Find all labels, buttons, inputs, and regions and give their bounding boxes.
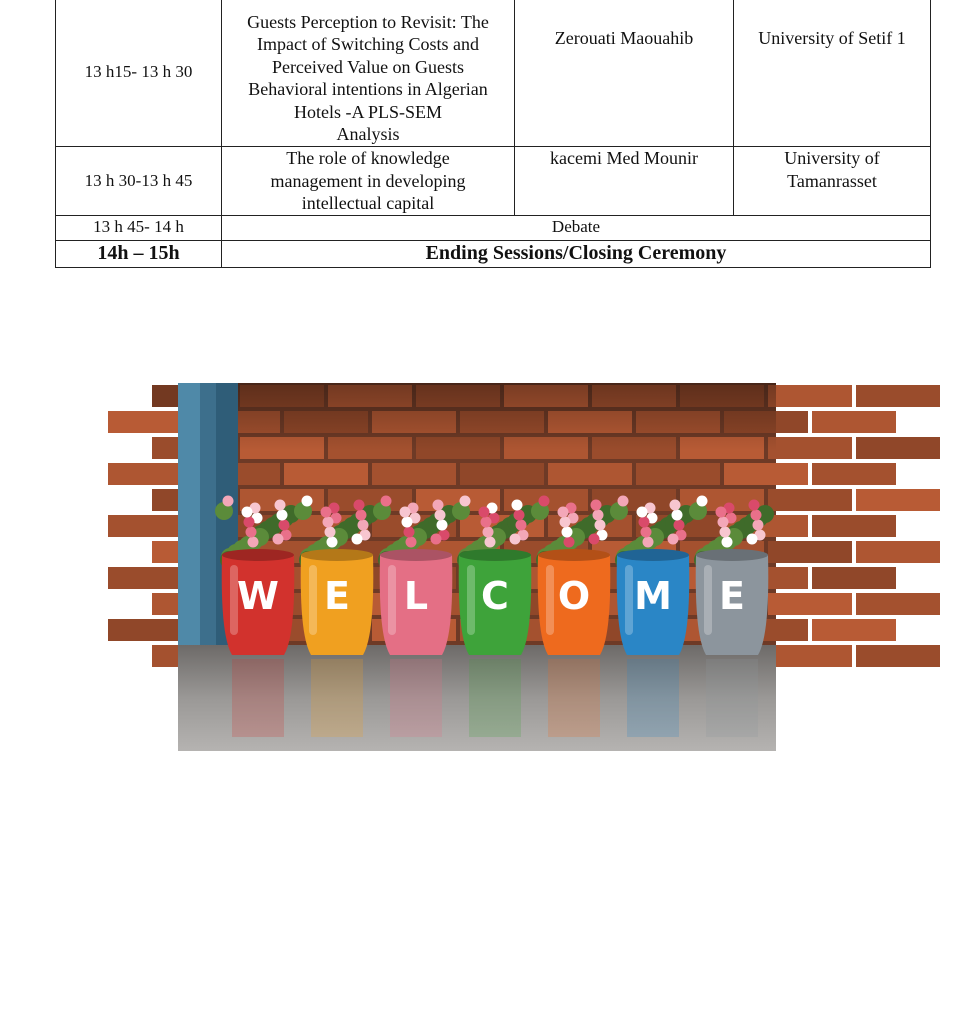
flower	[639, 517, 650, 528]
flower	[516, 520, 527, 531]
flower	[595, 520, 606, 531]
session-time: 14h – 15h	[56, 240, 222, 267]
author-name: kacemi Med Mounir	[515, 147, 734, 216]
paper-title-line: management in developing	[270, 170, 466, 191]
welcome-letter: L	[403, 574, 429, 618]
welcome-letter: W	[237, 574, 279, 618]
flower	[358, 520, 369, 531]
closing-ceremony: Ending Sessions/Closing Ceremony	[222, 240, 931, 267]
flower	[325, 527, 336, 538]
flower	[327, 537, 338, 548]
flower	[277, 510, 288, 521]
flower	[356, 510, 367, 521]
flower	[539, 496, 550, 507]
university-line: University of	[784, 148, 880, 168]
flower	[670, 500, 681, 511]
pot-rim	[301, 549, 373, 561]
flower	[485, 537, 496, 548]
flower	[483, 527, 494, 538]
welcome-letter: E	[324, 574, 350, 618]
flower	[479, 507, 490, 518]
session-time: 13 h 30-13 h 45	[56, 147, 222, 216]
flower	[618, 496, 629, 507]
flower	[643, 537, 654, 548]
pot-rim	[538, 549, 610, 561]
flower	[323, 517, 334, 528]
flower	[279, 520, 290, 531]
university-name	[734, 147, 931, 216]
program-table	[55, 0, 931, 268]
flower	[354, 500, 365, 511]
table-row	[56, 147, 931, 216]
flower	[637, 507, 648, 518]
flower	[674, 520, 685, 531]
flower	[400, 507, 411, 518]
flower	[564, 537, 575, 548]
flower	[242, 507, 253, 518]
flower	[481, 517, 492, 528]
flower	[697, 496, 708, 507]
flower	[562, 527, 573, 538]
university-line: Tamanrasset	[787, 170, 877, 191]
flower	[248, 537, 259, 548]
flower	[722, 537, 733, 548]
paper-title-cut-line: Guests Perception to Revisit: The	[247, 12, 489, 33]
flower	[512, 500, 523, 511]
flower	[381, 496, 392, 507]
flower	[749, 500, 760, 511]
flower	[593, 510, 604, 521]
paper-title-line: Hotels -A PLS-SEM	[293, 101, 443, 122]
flower	[223, 496, 234, 507]
flower	[402, 517, 413, 528]
flower	[558, 507, 569, 518]
flower	[460, 496, 471, 507]
flower	[753, 520, 764, 531]
flower	[560, 517, 571, 528]
flower	[273, 534, 284, 545]
flower	[437, 520, 448, 531]
paper-title-line: Impact of Switching Costs and	[257, 34, 479, 55]
flower	[433, 500, 444, 511]
flower	[352, 534, 363, 545]
paper-title-line: Analysis	[336, 124, 400, 145]
welcome-letter: M	[634, 574, 672, 618]
paper-title-line: Behavioral intentions in Algerian	[248, 79, 488, 100]
pot-rim	[459, 549, 531, 561]
flower	[275, 500, 286, 511]
welcome-letter: E	[719, 574, 745, 618]
pot-rim	[380, 549, 452, 561]
flower	[672, 510, 683, 521]
flower	[591, 500, 602, 511]
flower	[302, 496, 313, 507]
flower	[716, 507, 727, 518]
paper-title-line: intellectual capital	[301, 193, 435, 214]
university-name: University of Setif 1	[734, 0, 931, 147]
flower	[747, 534, 758, 545]
session-activity: Debate	[222, 215, 931, 240]
flower	[514, 510, 525, 521]
table-row	[56, 240, 931, 267]
flower	[404, 527, 415, 538]
table-row	[56, 215, 931, 240]
flower	[431, 534, 442, 545]
flower	[510, 534, 521, 545]
flower	[718, 517, 729, 528]
flower	[751, 510, 762, 521]
welcome-letter: O	[557, 574, 591, 618]
paper-title	[222, 0, 515, 147]
flower	[406, 537, 417, 548]
flower	[246, 527, 257, 538]
flower	[668, 534, 679, 545]
table-row	[56, 0, 931, 147]
flower	[641, 527, 652, 538]
welcome-image	[178, 383, 776, 751]
session-time: 13 h15- 13 h 30	[56, 0, 222, 147]
flower	[589, 534, 600, 545]
pot-rim	[696, 549, 768, 561]
flower	[321, 507, 332, 518]
session-time: 13 h 45- 14 h	[56, 215, 222, 240]
paper-title-line: Perceived Value on Guests	[271, 56, 465, 77]
pot-rim	[617, 549, 689, 561]
paper-title	[222, 147, 515, 216]
flower	[244, 517, 255, 528]
flower	[435, 510, 446, 521]
welcome-letter: C	[481, 574, 509, 618]
flower	[720, 527, 731, 538]
pot-rim	[222, 549, 294, 561]
paper-title-line: The role of knowledge	[286, 148, 450, 168]
author-name: Zerouati Maouahib	[515, 0, 734, 147]
